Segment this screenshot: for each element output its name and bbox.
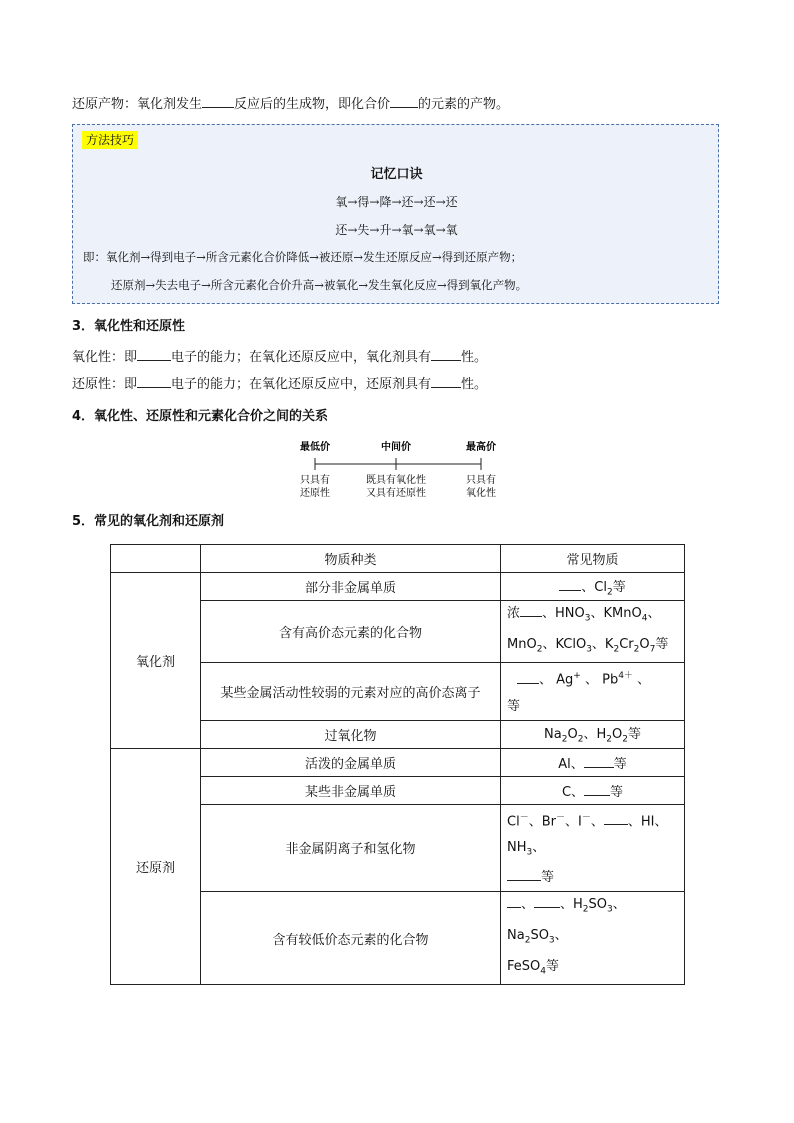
oxidizer-group-label: 氧化剂	[111, 573, 201, 749]
valence-mid-desc-1: 既具有氧化性	[366, 475, 426, 486]
valence-low-desc-2: 还原性	[300, 488, 330, 499]
answer-blank[interactable]	[137, 375, 171, 388]
line-prefix: 氧化性：即	[72, 350, 138, 365]
answer-blank[interactable]	[431, 375, 461, 388]
row-common: 、$Cl_2$等	[501, 573, 685, 601]
mnemonic-rhyme-2: 还→失→升→氧→氧→氧	[335, 223, 458, 237]
valence-mid-desc-2: 又具有还原性	[366, 488, 426, 499]
table-header-row	[111, 545, 685, 573]
method-tag: 方法技巧	[82, 131, 138, 149]
section-3-heading: 3．氧化性和还原性	[72, 319, 186, 334]
section-4-heading: 4．氧化性、还原性和元素化合价之间的关系	[72, 409, 329, 424]
line-prefix: 还原性：即	[72, 377, 138, 392]
row-type: 含有高价态元素的化合物	[201, 601, 501, 663]
intro-suffix: 的元素的产物。	[418, 97, 510, 112]
answer-blank[interactable]	[137, 348, 171, 361]
oxidizing-line	[72, 348, 487, 368]
valence-low-label: 最低价	[300, 442, 330, 453]
answer-blank[interactable]	[584, 755, 614, 768]
valence-high-label: 最高价	[466, 442, 496, 453]
answer-blank[interactable]	[584, 783, 610, 796]
row-type: 非金属阴离子和氢化物	[201, 804, 501, 892]
table-header-common: 常见物质	[501, 545, 685, 573]
answer-blank[interactable]	[534, 895, 560, 908]
answer-blank[interactable]	[390, 95, 418, 108]
line-mid: 电子的能力；在氧化还原反应中，还原剂具有	[171, 377, 432, 392]
row-type: 过氧化物	[201, 720, 501, 748]
mnemonic-rhyme-1: 氧→得→降→还→还→还	[335, 195, 458, 209]
row-common: Al、 等	[501, 748, 685, 776]
row-common: 、 、$H_2SO_3$、$Na_2SO_3$、 FeSO$_4$等	[501, 892, 685, 985]
mnemonic-title: 记忆口诀	[370, 167, 423, 182]
row-type: 活泼的金属单质	[201, 748, 501, 776]
method-tips-box	[72, 124, 719, 304]
valence-mid-label: 中间价	[381, 442, 411, 453]
row-type: 部分非金属单质	[201, 573, 501, 601]
mnemonic-explain-2: 还原剂→失去电子→所含元素化合价升高→被氧化→发生氧化反应→得到氧化产物。	[111, 278, 528, 292]
row-common: $Na_2O_2$、$H_2O_2$等	[501, 720, 685, 748]
valence-low-desc-1: 只具有	[300, 475, 330, 486]
row-common: 、 Ag+ 、 $Pb^{4+}$ 、 等	[501, 663, 685, 720]
intro-line	[72, 95, 509, 115]
table-header-type: 物质种类	[201, 545, 501, 573]
agents-table	[110, 544, 685, 985]
answer-blank[interactable]	[559, 578, 581, 591]
answer-blank[interactable]	[507, 868, 541, 881]
intro-prefix: 还原产物：氧化剂发生	[72, 97, 203, 112]
answer-blank[interactable]	[507, 895, 521, 908]
intro-mid: 反应后的生成物，即化合价	[234, 97, 391, 112]
valence-diagram	[280, 436, 520, 502]
valence-high-desc-1: 只具有	[466, 475, 496, 486]
valence-high-desc-2: 氧化性	[466, 488, 496, 499]
row-type: 某些非金属单质	[201, 776, 501, 804]
line-mid: 电子的能力；在氧化还原反应中，氧化剂具有	[171, 350, 432, 365]
row-type: 含有较低价态元素的化合物	[201, 892, 501, 985]
line-suffix: 性。	[461, 377, 488, 392]
row-common: 浓 、$HNO_3$、KMnO$_4$、 MnO$_2$、KClO$_3$、$K_2Cr_2O_7$等	[501, 601, 685, 663]
table-row	[111, 748, 685, 776]
answer-blank[interactable]	[520, 604, 542, 617]
reducing-line	[72, 375, 487, 395]
line-suffix: 性。	[461, 350, 488, 365]
row-common: Cl－、Br－、I－、 、HI、 $NH_3$、 等	[501, 804, 685, 892]
section-5-heading: 5．常见的氧化剂和还原剂	[72, 514, 225, 529]
answer-blank[interactable]	[202, 95, 234, 108]
row-type: 某些金属活动性较弱的元素对应的高价态离子	[201, 663, 501, 720]
reducer-group-label: 还原剂	[111, 748, 201, 985]
table-header-empty	[111, 545, 201, 573]
mnemonic-explain-1: 即：氧化剂→得到电子→所含元素化合价降低→被还原→发生还原反应→得到还原产物；	[83, 250, 523, 264]
row-common: C、 等	[501, 776, 685, 804]
table-row	[111, 573, 685, 601]
answer-blank[interactable]	[604, 812, 628, 825]
answer-blank[interactable]	[517, 671, 539, 684]
answer-blank[interactable]	[431, 348, 461, 361]
